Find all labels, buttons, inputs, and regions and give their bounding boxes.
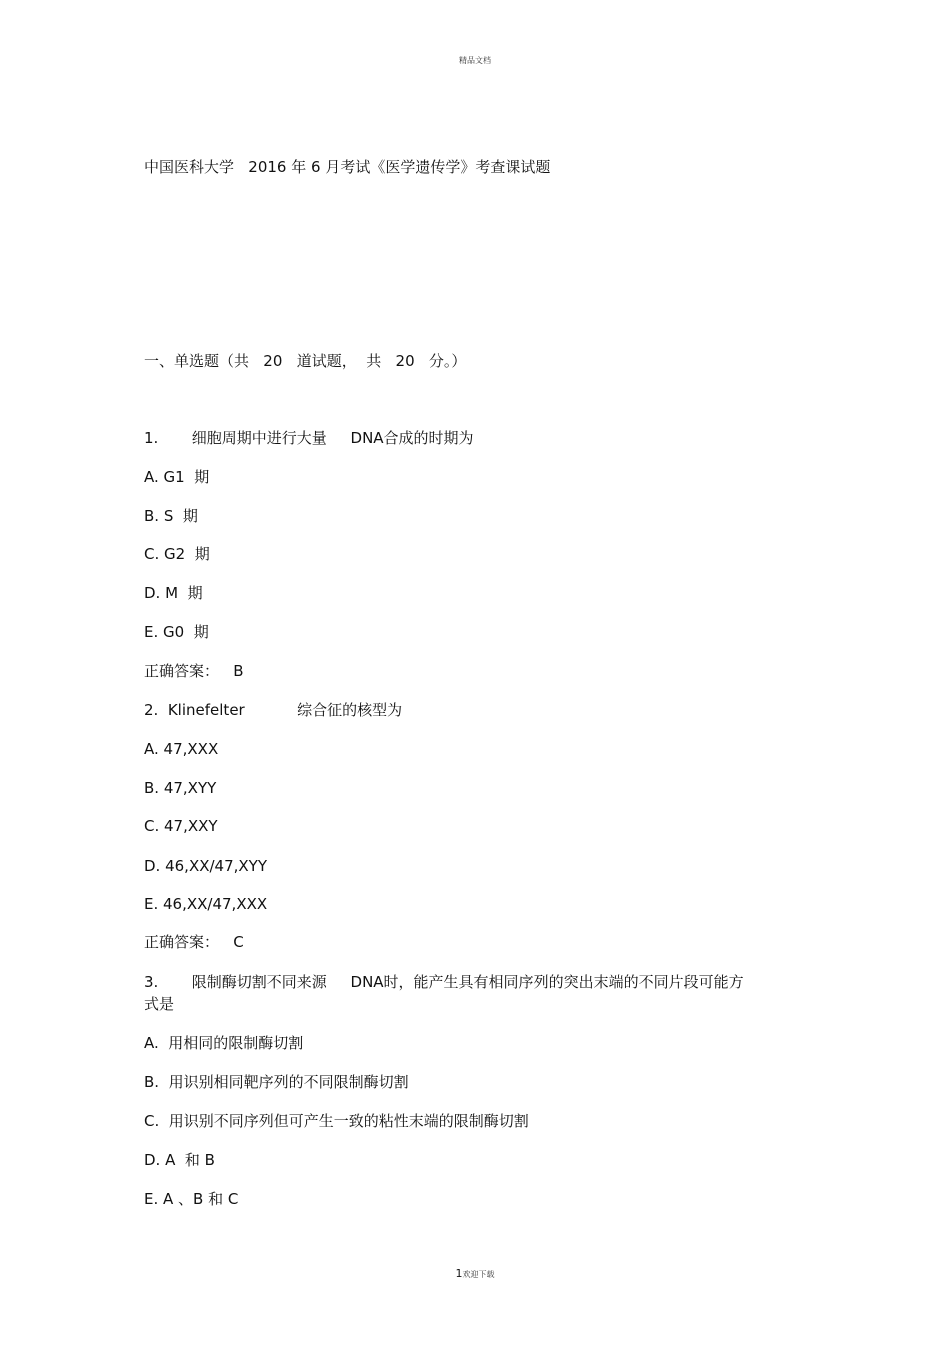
question-2-option-c: C. 47,XXY <box>144 817 218 835</box>
question-1-option-d: D. M 期 <box>144 584 203 602</box>
page-number: 1 <box>455 1267 463 1280</box>
question-3-stem-line-2: 式是 <box>144 995 175 1013</box>
question-2-stem: 2. Klinefelter 综合征的核型为 <box>144 701 403 719</box>
question-1-option-a: A. G1 期 <box>144 468 210 486</box>
page-footer <box>0 1267 950 1280</box>
question-1-option-c: C. G2 期 <box>144 545 210 563</box>
question-2-option-a: A. 47,XXX <box>144 740 219 758</box>
question-3-option-a: A. 用相同的限制酶切割 <box>144 1034 304 1052</box>
question-3-option-b: B. 用识别相同靶序列的不同限制酶切割 <box>144 1073 409 1091</box>
question-2-answer: 正确答案： C <box>144 933 244 951</box>
header-watermark: 精品文档 <box>459 56 491 65</box>
question-3-stem-line-1: 3. 限制酶切割不同来源 DNA时，能产生具有相同序列的突出末端的不同片段可能方 <box>144 973 744 991</box>
question-2-option-e: E. 46,XX/47,XXX <box>144 895 268 913</box>
footer-text: 欢迎下载 <box>462 1270 495 1279</box>
question-3-option-d: D. A 和 B <box>144 1151 215 1169</box>
question-2-option-b: B. 47,XYY <box>144 779 217 797</box>
question-1-stem: 1. 细胞周期中进行大量 DNA合成的时期为 <box>144 429 474 447</box>
question-1-option-b: B. S 期 <box>144 507 198 525</box>
question-2-option-d: D. 46,XX/47,XYY <box>144 857 268 875</box>
question-1-option-e: E. G0 期 <box>144 623 209 641</box>
question-3-option-c: C. 用识别不同序列但可产生一致的粘性末端的限制酶切割 <box>144 1112 529 1130</box>
question-1-answer: 正确答案： B <box>144 662 244 680</box>
question-3-option-e: E. A 、B 和 C <box>144 1190 239 1208</box>
section-heading: 一、单选题（共 20 道试题， 共 20 分。） <box>144 352 467 370</box>
document-title: 中国医科大学 2016 年 6 月考试《医学遗传学》考查课试题 <box>144 158 551 176</box>
